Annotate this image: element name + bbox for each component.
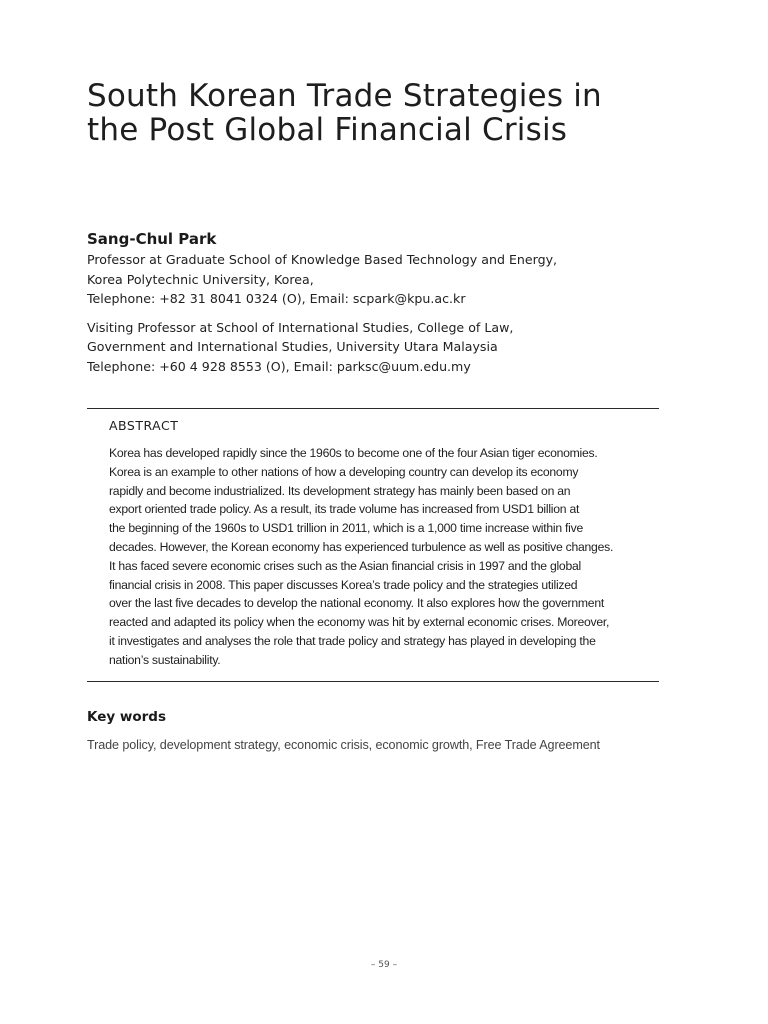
abstract-line: Korea is an example to other nations of how a developing country can develop its economy	[109, 464, 579, 479]
abstract-line: rapidly and become industrialized. Its development strategy has mainly been based on an	[109, 483, 571, 498]
affiliation-contact: Telephone: +82 31 8041 0324 (O), Email: scpark@kpu.ac.kr	[87, 291, 466, 306]
affiliation-line: Visiting Professor at School of International Studies, College of Law,	[87, 319, 514, 335]
abstract-line: export oriented trade policy. As a result, its trade volume has increased from USD1 billion at	[109, 502, 580, 517]
abstract-line: financial crisis in 2008. This paper discusses Korea’s trade policy and the strategies utilized	[109, 577, 578, 592]
paper-title	[87, 79, 687, 147]
abstract-line: it investigates and analyses the role that trade policy and strategy has played in developing the	[109, 633, 596, 648]
abstract-heading: ABSTRACT	[109, 418, 179, 433]
title-line-1: South Korean Trade Strategies in	[87, 78, 602, 114]
affiliation-primary	[87, 250, 687, 309]
abstract-line: Korea has developed rapidly since the 1960s to become one of the four Asian tiger economies.	[109, 446, 598, 460]
keywords-heading: Key words	[87, 709, 166, 725]
title-line-2: the Post Global Financial Crisis	[87, 112, 568, 148]
abstract-line: over the last five decades to develop the national economy. It also explores how the government	[109, 596, 604, 611]
page-number: – 59 –	[370, 960, 398, 970]
affiliation-line: Korea Polytechnic University, Korea,	[87, 271, 314, 287]
affiliation-line: Government and International Studies, University Utara Malaysia	[87, 339, 498, 354]
abstract-body	[109, 444, 649, 670]
keywords-list: Trade policy, development strategy, economic crisis, economic growth, Free Trade Agreement	[87, 738, 600, 752]
author-name: Sang-Chul Park	[87, 230, 217, 248]
affiliation-secondary	[87, 318, 687, 377]
abstract-line: It has faced severe economic crises such as the Asian financial crisis in 1997 and the global	[109, 558, 581, 573]
abstract-line: decades. However, the Korean economy has experienced turbulence as well as positive changes.	[109, 539, 614, 554]
affiliation-contact: Telephone: +60 4 928 8553 (O), Email: parksc@uum.edu.my	[87, 358, 471, 374]
abstract-line: nation’s sustainability.	[109, 652, 221, 667]
author-block	[87, 229, 687, 376]
affiliation-line: Professor at Graduate School of Knowledge Based Technology and Energy,	[87, 252, 558, 267]
abstract-section	[87, 408, 659, 682]
abstract-line: reacted and adapted its policy when the economy was hit by external economic crises. Moreover,	[109, 615, 610, 630]
abstract-line: the beginning of the 1960s to USD1 trillion in 2011, which is a 1,000 time increase within five	[109, 521, 583, 536]
